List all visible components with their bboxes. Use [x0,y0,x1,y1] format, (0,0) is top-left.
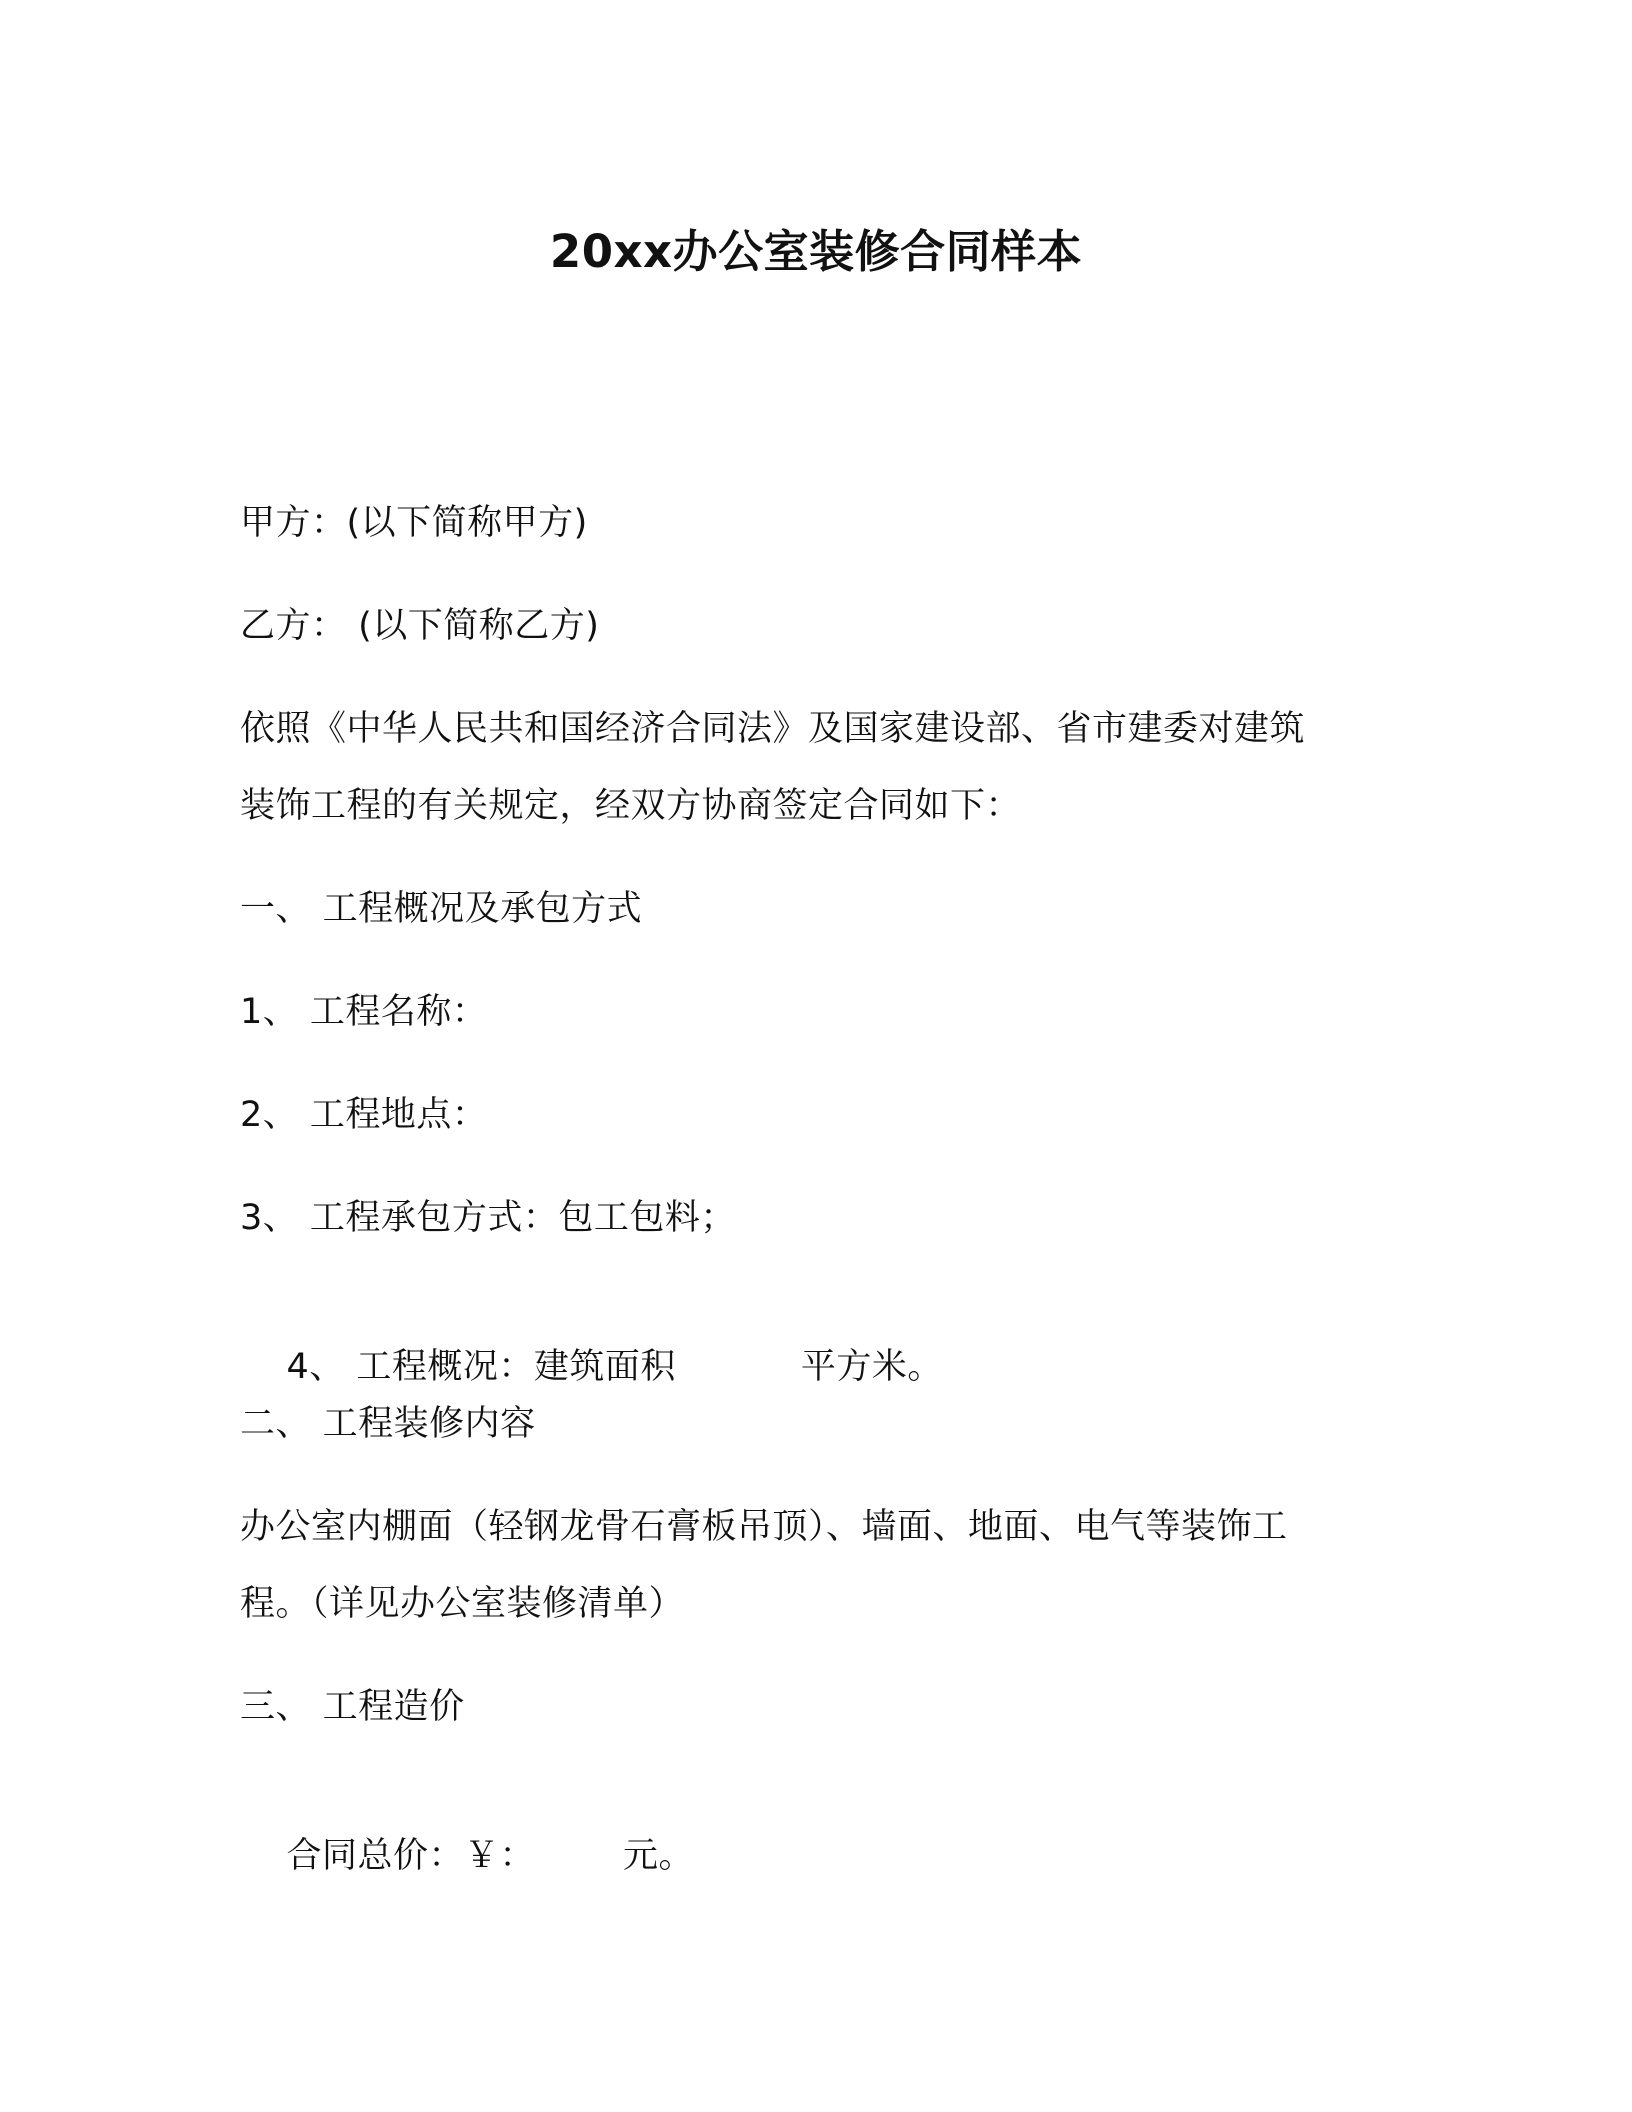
section-3-heading: 三、 工程造价 [240,1687,465,1727]
content-paragraph-line-1: 办公室内棚面（轻钢龙骨石膏板吊顶）、墙面、地面、电气等装饰工 [240,1507,1288,1547]
intro-paragraph-line-2: 装饰工程的有关规定，经双方协商签定合同如下： [240,786,1022,826]
item-2-project-location: 2、 工程地点： [240,1095,488,1135]
price-suffix: 元。 [623,1836,695,1876]
intro-paragraph-line-1: 依照《中华人民共和国经济合同法》及国家建设部、省市建委对建筑 [240,709,1306,749]
item-4-prefix: 4、 工程概况：建筑面积 [286,1347,676,1387]
item-3-contract-method: 3、 工程承包方式：包工包料； [240,1198,736,1238]
content-paragraph-line-2: 程。（详见办公室装修清单） [240,1584,685,1624]
item-1-project-name: 1、 工程名称： [240,992,488,1032]
document-title: 20xx办公室装修合同样本 [549,225,1083,278]
party-a-line: 甲方：(以下简称甲方) [240,503,588,543]
price-prefix: 合同总价：￥： [286,1836,536,1876]
party-b-line: 乙方： (以下简称乙方) [240,606,600,646]
item-4-suffix: 平方米。 [800,1347,943,1387]
contract-total-price [240,1787,694,1925]
section-1-heading: 一、 工程概况及承包方式 [240,889,643,929]
section-2-heading: 二、 工程装修内容 [240,1404,536,1444]
